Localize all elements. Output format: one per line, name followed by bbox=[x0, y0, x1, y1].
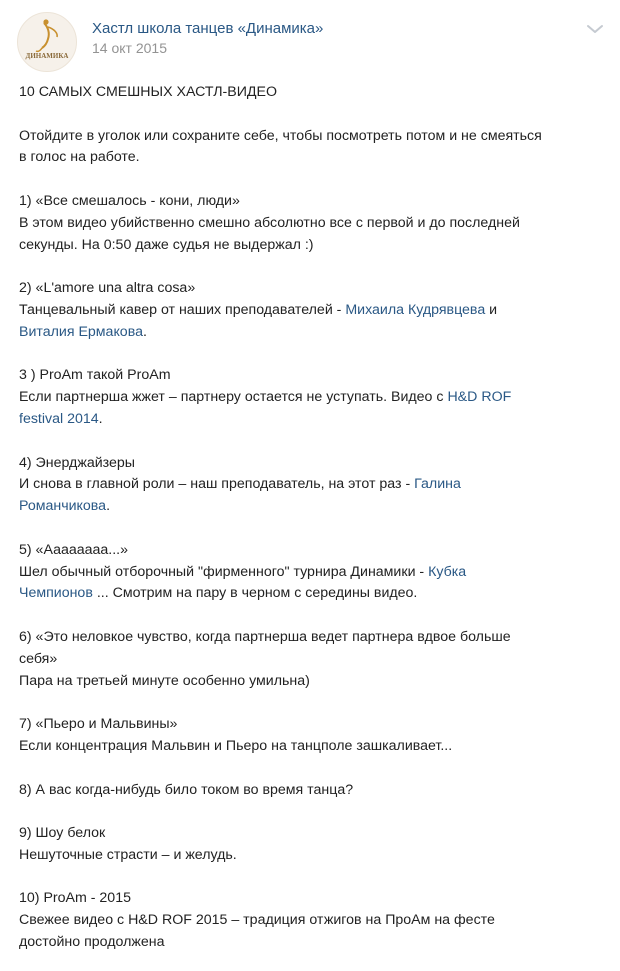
item-heading: 6) «Это неловкое чувство, когда партнерша ведет партнера вдвое больше bbox=[19, 628, 511, 645]
item-heading: себя» bbox=[19, 650, 58, 667]
post-date[interactable]: 14 окт 2015 bbox=[92, 40, 167, 56]
item-heading: 9) Шоу белок bbox=[19, 825, 106, 842]
post-title-block bbox=[19, 82, 609, 104]
item-text bbox=[19, 562, 609, 584]
author-name[interactable]: Хастл школа танцев «Динамика» bbox=[92, 20, 324, 37]
item-heading: 10) ProAm - 2015 bbox=[19, 890, 131, 907]
item-text-part: И снова в главной роли – наш преподаватель, на этот раз - bbox=[19, 476, 415, 493]
item-text bbox=[19, 409, 609, 431]
post-header bbox=[0, 0, 620, 75]
festival-link[interactable]: festival 2014 bbox=[19, 410, 99, 427]
list-item bbox=[19, 365, 609, 430]
item-heading: 2) «L'amore una altra cosa» bbox=[19, 280, 196, 297]
item-text-part: и bbox=[485, 301, 498, 318]
list-item bbox=[19, 278, 609, 343]
cup-link[interactable]: Чемпионов bbox=[19, 585, 93, 602]
item-text bbox=[19, 300, 609, 322]
item-heading: 7) «Пьеро и Мальвины» bbox=[19, 716, 178, 733]
teacher-link[interactable]: Виталия Ермакова bbox=[19, 323, 143, 340]
item-text-part: Танцевальный кавер от наших преподавателей - bbox=[19, 301, 346, 318]
item-text: В этом видео убийственно смешно абсолютно все с первой и до последней bbox=[19, 214, 520, 231]
avatar[interactable] bbox=[17, 12, 77, 72]
item-text: Пара на третьей минуте особенно умильна) bbox=[19, 672, 310, 689]
list-item bbox=[19, 453, 609, 518]
avatar-logo-text: ДИНАМИКА bbox=[25, 52, 69, 60]
item-heading: 5) «Аааааааа...» bbox=[19, 541, 129, 558]
item-text-part: . bbox=[98, 410, 103, 427]
item-text: Если концентрация Мальвин и Пьеро на танцполе зашкаливает... bbox=[19, 737, 453, 754]
item-text-part: . bbox=[142, 323, 147, 340]
post-title: 10 САМЫХ СМЕШНЫХ ХАСТЛ-ВИДЕО bbox=[19, 84, 278, 100]
item-text: Свежее видео с H&D ROF 2015 – традиция отжигов на ПроАм на фесте bbox=[19, 912, 495, 929]
list-item bbox=[19, 823, 609, 867]
item-text: секунды. На 0:50 даже судья не выдержал :) bbox=[19, 236, 314, 253]
item-text-part: . bbox=[106, 498, 111, 515]
item-heading: 4) Энерджайзеры bbox=[19, 454, 135, 471]
teacher-link[interactable]: Романчикова bbox=[19, 498, 107, 515]
dancer-logo-icon bbox=[18, 13, 76, 71]
list-item bbox=[19, 780, 609, 802]
item-heading: 1) «Все смешалось - кони, люди» bbox=[19, 192, 240, 209]
item-text bbox=[19, 474, 609, 496]
cup-link[interactable]: Кубка bbox=[428, 563, 467, 580]
chevron-down-icon[interactable] bbox=[586, 22, 604, 36]
item-text bbox=[19, 496, 609, 518]
list-item bbox=[19, 888, 609, 953]
post-intro bbox=[19, 126, 609, 170]
teacher-link[interactable]: Михаила Кудрявцева bbox=[345, 301, 486, 318]
item-text-part: Если партнерша жжет – партнеру остается не уступать. Видео с bbox=[19, 389, 448, 406]
intro-line: в голос на работе. bbox=[19, 149, 140, 166]
item-text bbox=[19, 322, 609, 344]
item-text: достойно продолжена bbox=[19, 934, 165, 951]
festival-link[interactable]: H&D ROF bbox=[447, 389, 512, 406]
item-heading: 3 ) ProAm такой ProAm bbox=[19, 367, 171, 384]
item-text-part: Шел обычный отборочный "фирменного" турнира Динамики - bbox=[19, 563, 429, 580]
item-text bbox=[19, 583, 609, 605]
list-item bbox=[19, 191, 609, 256]
list-item bbox=[19, 627, 609, 692]
teacher-link[interactable]: Галина bbox=[414, 476, 461, 493]
item-heading: 8) А вас когда-нибудь било током во время танца? bbox=[19, 781, 354, 798]
post-text bbox=[19, 82, 609, 954]
list-item bbox=[19, 540, 609, 605]
item-text-part: ... Смотрим на пару в черном с середины видео. bbox=[92, 585, 418, 602]
item-text bbox=[19, 387, 609, 409]
item-text: Нешуточные страсти – и желудь. bbox=[19, 846, 237, 863]
list-item bbox=[19, 714, 609, 758]
intro-line: Отойдите в уголок или сохраните себе, чтобы посмотреть потом и не смеяться bbox=[19, 127, 542, 144]
